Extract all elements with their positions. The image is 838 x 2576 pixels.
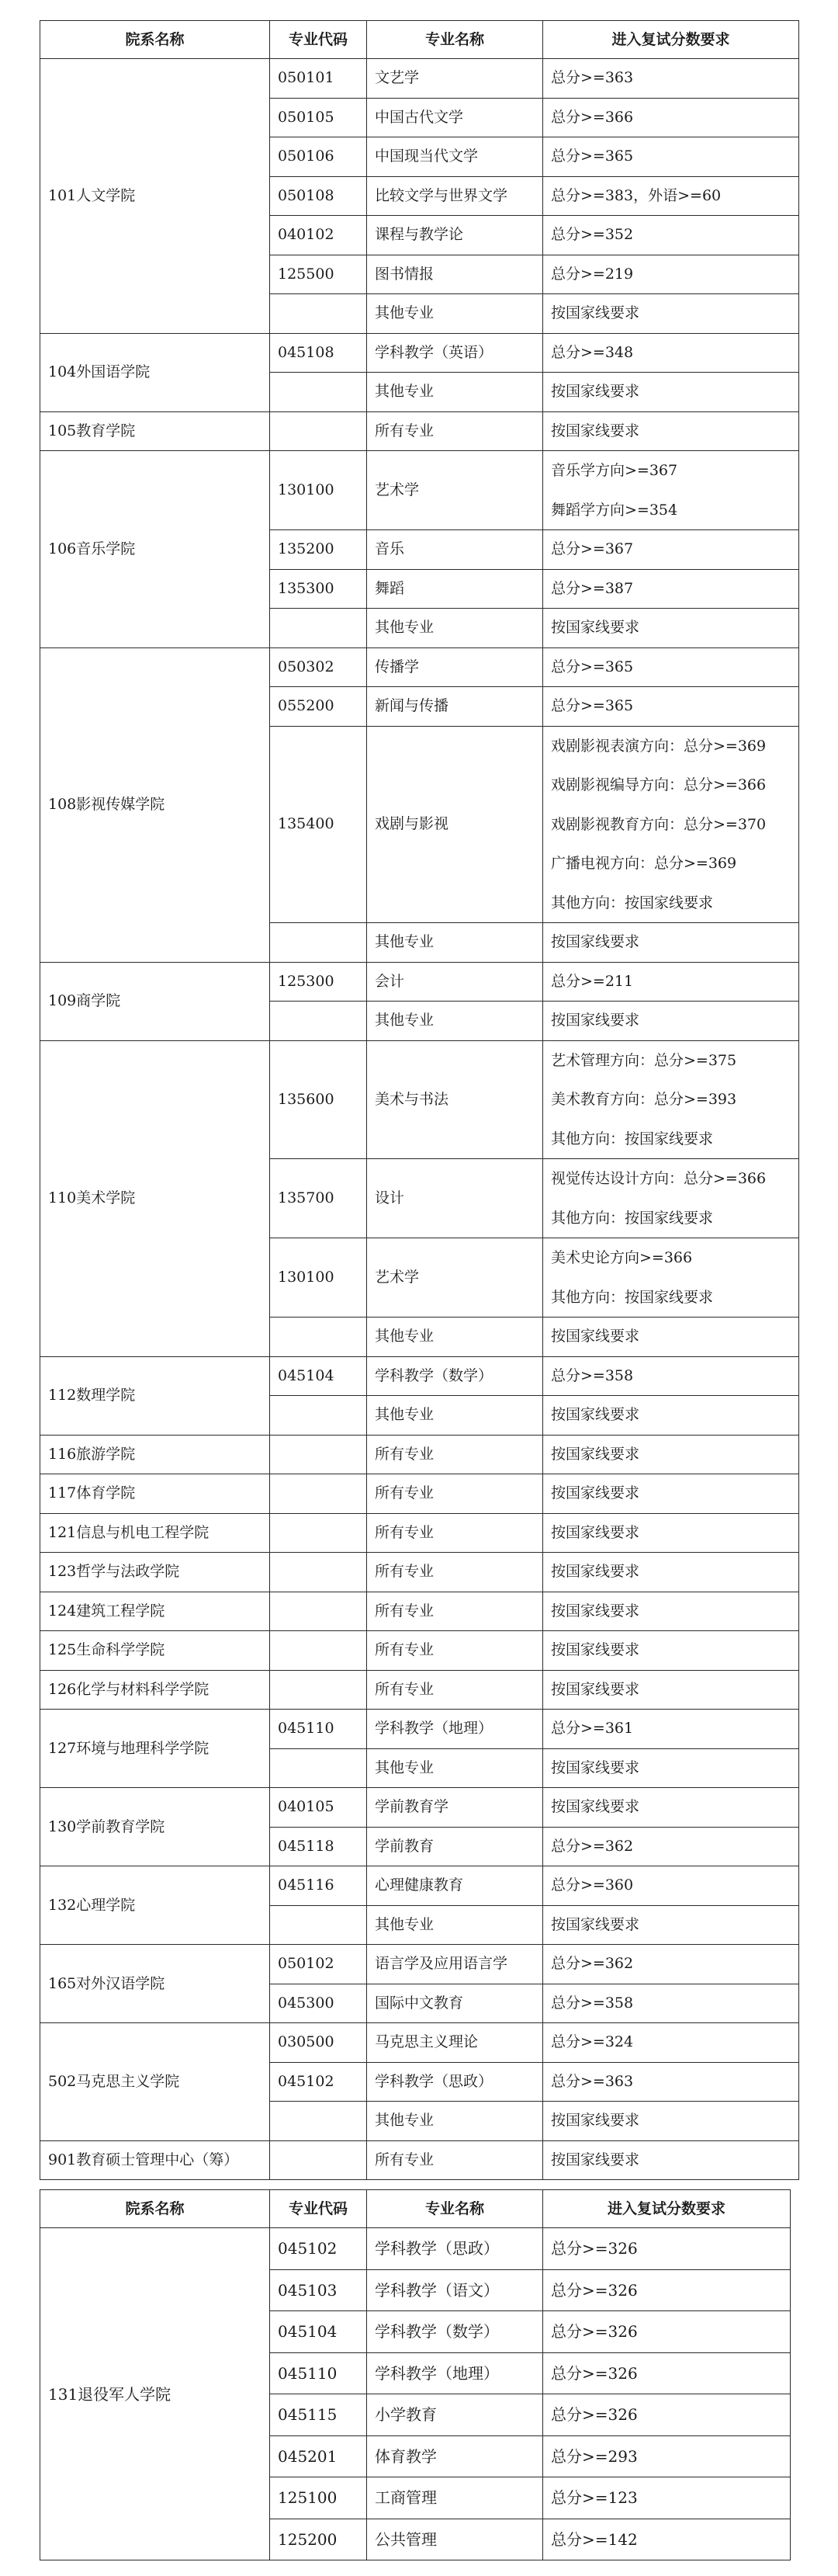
major-cell: 学科教学（地理） bbox=[367, 2352, 543, 2394]
major-cell: 其他专业 bbox=[367, 1002, 543, 1041]
requirement-cell: 按国家线要求 bbox=[543, 1474, 799, 1514]
code-cell bbox=[270, 373, 367, 412]
code-cell: 050105 bbox=[270, 98, 367, 137]
code-cell: 135600 bbox=[270, 1040, 367, 1159]
requirement-cell: 总分>=348 bbox=[543, 333, 799, 373]
code-cell: 045110 bbox=[270, 1710, 367, 1749]
requirement-cell: 总分>=326 bbox=[543, 2228, 791, 2270]
header-major: 专业名称 bbox=[367, 2190, 543, 2228]
table-row bbox=[40, 411, 799, 451]
code-cell: 135300 bbox=[270, 569, 367, 609]
major-cell: 学前教育学 bbox=[367, 1788, 543, 1828]
requirement-cell: 总分>=219 bbox=[543, 255, 799, 294]
code-cell: 125300 bbox=[270, 962, 367, 1002]
requirement-cell: 按国家线要求 bbox=[543, 1553, 799, 1592]
table-row bbox=[40, 59, 799, 99]
requirement-cell: 总分>=293 bbox=[543, 2435, 791, 2477]
dept-cell: 123哲学与法政学院 bbox=[40, 1553, 270, 1592]
major-cell: 所有专业 bbox=[367, 1670, 543, 1710]
requirement-cell: 按国家线要求 bbox=[543, 609, 799, 648]
major-cell: 工商管理 bbox=[367, 2477, 543, 2519]
major-cell: 设计 bbox=[367, 1159, 543, 1238]
code-cell: 045116 bbox=[270, 1866, 367, 1906]
requirement-line: 音乐学方向>=367 bbox=[551, 462, 678, 479]
requirement-cell: 总分>=358 bbox=[543, 1984, 799, 2023]
code-cell bbox=[270, 1592, 367, 1631]
code-cell: 050101 bbox=[270, 59, 367, 99]
major-cell: 其他专业 bbox=[367, 1318, 543, 1357]
major-cell: 学科教学（思政） bbox=[367, 2062, 543, 2102]
major-cell: 国际中文教育 bbox=[367, 1984, 543, 2023]
table-row bbox=[40, 2023, 799, 2063]
header-major: 专业名称 bbox=[367, 21, 543, 59]
requirement-cell: 按国家线要求 bbox=[543, 1788, 799, 1828]
requirement-cell bbox=[543, 1159, 799, 1238]
table-row bbox=[40, 1356, 799, 1396]
code-cell: 045118 bbox=[270, 1827, 367, 1866]
table-row bbox=[40, 1474, 799, 1514]
requirement-cell: 总分>=360 bbox=[543, 1866, 799, 1906]
code-cell bbox=[270, 1474, 367, 1514]
major-cell: 图书情报 bbox=[367, 255, 543, 294]
code-cell: 125100 bbox=[270, 2477, 367, 2519]
major-cell: 学前教育 bbox=[367, 1827, 543, 1866]
dept-cell: 112数理学院 bbox=[40, 1356, 270, 1435]
requirement-line: 戏剧影视教育方向：总分>=370 bbox=[551, 815, 767, 833]
major-cell: 学科教学（英语） bbox=[367, 333, 543, 373]
dept-cell: 125生命科学学院 bbox=[40, 1631, 270, 1671]
major-cell: 其他专业 bbox=[367, 1396, 543, 1436]
code-cell: 055200 bbox=[270, 687, 367, 727]
code-cell bbox=[270, 2140, 367, 2180]
code-cell bbox=[270, 1396, 367, 1436]
requirement-cell: 总分>=363 bbox=[543, 59, 799, 99]
code-cell: 045110 bbox=[270, 2352, 367, 2394]
major-cell: 会计 bbox=[367, 962, 543, 1002]
score-table-main bbox=[40, 20, 799, 2180]
requirement-cell: 按国家线要求 bbox=[543, 294, 799, 334]
table-row bbox=[40, 962, 799, 1002]
code-cell bbox=[270, 609, 367, 648]
requirement-cell: 按国家线要求 bbox=[543, 2140, 799, 2180]
requirement-cell: 总分>=365 bbox=[543, 687, 799, 727]
dept-cell: 901教育硕士管理中心（筹） bbox=[40, 2140, 270, 2180]
header-requirement: 进入复试分数要求 bbox=[543, 2190, 791, 2228]
dept-cell: 105教育学院 bbox=[40, 411, 270, 451]
major-cell: 音乐 bbox=[367, 530, 543, 570]
major-cell: 心理健康教育 bbox=[367, 1866, 543, 1906]
major-cell: 传播学 bbox=[367, 647, 543, 687]
requirement-cell: 总分>=358 bbox=[543, 1356, 799, 1396]
dept-cell: 126化学与材料科学学院 bbox=[40, 1670, 270, 1710]
major-cell: 所有专业 bbox=[367, 2140, 543, 2180]
requirement-line: 戏剧影视表演方向：总分>=369 bbox=[551, 737, 767, 755]
header-row bbox=[40, 2190, 791, 2228]
requirement-cell: 总分>=142 bbox=[543, 2519, 791, 2560]
major-cell: 所有专业 bbox=[367, 411, 543, 451]
requirement-line: 其他方向：按国家线要求 bbox=[551, 1130, 714, 1147]
header-code: 专业代码 bbox=[270, 2190, 367, 2228]
code-cell: 045104 bbox=[270, 1356, 367, 1396]
major-cell: 其他专业 bbox=[367, 294, 543, 334]
code-cell: 040105 bbox=[270, 1788, 367, 1828]
requirement-cell: 按国家线要求 bbox=[543, 923, 799, 963]
dept-cell: 131退役军人学院 bbox=[40, 2228, 270, 2560]
requirement-cell: 总分>=123 bbox=[543, 2477, 791, 2519]
table-row bbox=[40, 2140, 799, 2180]
major-cell: 其他专业 bbox=[367, 1905, 543, 1945]
code-cell bbox=[270, 411, 367, 451]
requirement-cell bbox=[543, 451, 799, 530]
code-cell: 045103 bbox=[270, 2269, 367, 2311]
code-cell: 045102 bbox=[270, 2228, 367, 2270]
code-cell: 045104 bbox=[270, 2311, 367, 2353]
requirement-cell: 总分>=387 bbox=[543, 569, 799, 609]
requirement-cell: 总分>=326 bbox=[543, 2311, 791, 2353]
table-row bbox=[40, 451, 799, 530]
major-cell: 课程与教学论 bbox=[367, 216, 543, 255]
code-cell bbox=[270, 1002, 367, 1041]
major-cell: 戏剧与影视 bbox=[367, 726, 543, 923]
requirement-cell: 总分>=326 bbox=[543, 2269, 791, 2311]
code-cell bbox=[270, 1318, 367, 1357]
dept-cell: 130学前教育学院 bbox=[40, 1788, 270, 1866]
dept-cell: 117体育学院 bbox=[40, 1474, 270, 1514]
requirement-cell: 总分>=366 bbox=[543, 98, 799, 137]
code-cell: 130100 bbox=[270, 451, 367, 530]
code-cell: 130100 bbox=[270, 1238, 367, 1318]
requirement-cell: 总分>=367 bbox=[543, 530, 799, 570]
requirement-line: 戏剧影视编导方向：总分>=366 bbox=[551, 776, 767, 793]
code-cell: 045201 bbox=[270, 2435, 367, 2477]
table-row bbox=[40, 1631, 799, 1671]
code-cell bbox=[270, 1553, 367, 1592]
score-table-veterans bbox=[40, 2189, 791, 2560]
major-cell: 其他专业 bbox=[367, 1748, 543, 1788]
major-cell: 新闻与传播 bbox=[367, 687, 543, 727]
major-cell: 艺术学 bbox=[367, 1238, 543, 1318]
dept-cell: 127环境与地理科学学院 bbox=[40, 1710, 270, 1788]
requirement-cell: 按国家线要求 bbox=[543, 1002, 799, 1041]
code-cell bbox=[270, 2102, 367, 2141]
requirement-line: 其他方向：按国家线要求 bbox=[551, 1209, 714, 1227]
code-cell: 135400 bbox=[270, 726, 367, 923]
code-cell bbox=[270, 1631, 367, 1671]
requirement-cell: 总分>=383，外语>=60 bbox=[543, 176, 799, 216]
header-code: 专业代码 bbox=[270, 21, 367, 59]
major-cell: 公共管理 bbox=[367, 2519, 543, 2560]
table-row bbox=[40, 1710, 799, 1749]
code-cell: 045300 bbox=[270, 1984, 367, 2023]
major-cell: 学科教学（数学） bbox=[367, 2311, 543, 2353]
table-row bbox=[40, 1670, 799, 1710]
requirement-cell: 总分>=352 bbox=[543, 216, 799, 255]
requirement-line: 艺术管理方向：总分>=375 bbox=[551, 1051, 737, 1069]
code-cell bbox=[270, 1435, 367, 1474]
requirement-cell: 按国家线要求 bbox=[543, 1396, 799, 1436]
dept-cell: 101人文学院 bbox=[40, 59, 270, 334]
major-cell: 学科教学（数学） bbox=[367, 1356, 543, 1396]
table-row bbox=[40, 1866, 799, 1906]
requirement-cell: 按国家线要求 bbox=[543, 411, 799, 451]
major-cell: 艺术学 bbox=[367, 451, 543, 530]
requirement-cell: 总分>=324 bbox=[543, 2023, 799, 2063]
requirement-line: 视觉传达设计方向：总分>=366 bbox=[551, 1170, 767, 1187]
table-row bbox=[40, 1040, 799, 1159]
requirement-cell: 按国家线要求 bbox=[543, 1513, 799, 1553]
code-cell: 050108 bbox=[270, 176, 367, 216]
major-cell: 语言学及应用语言学 bbox=[367, 1945, 543, 1984]
dept-cell: 116旅游学院 bbox=[40, 1435, 270, 1474]
dept-cell: 110美术学院 bbox=[40, 1040, 270, 1356]
dept-cell: 121信息与机电工程学院 bbox=[40, 1513, 270, 1553]
code-cell: 045108 bbox=[270, 333, 367, 373]
major-cell: 学科教学（语文） bbox=[367, 2269, 543, 2311]
table-row bbox=[40, 1788, 799, 1828]
code-cell: 135700 bbox=[270, 1159, 367, 1238]
code-cell: 050102 bbox=[270, 1945, 367, 1984]
requirement-line: 美术教育方向：总分>=393 bbox=[551, 1091, 737, 1108]
dept-cell: 132心理学院 bbox=[40, 1866, 270, 1945]
major-cell: 所有专业 bbox=[367, 1592, 543, 1631]
requirement-line: 其他方向：按国家线要求 bbox=[551, 894, 714, 911]
dept-cell: 124建筑工程学院 bbox=[40, 1592, 270, 1631]
major-cell: 所有专业 bbox=[367, 1513, 543, 1553]
header-requirement: 进入复试分数要求 bbox=[543, 21, 799, 59]
major-cell: 其他专业 bbox=[367, 609, 543, 648]
code-cell: 125500 bbox=[270, 255, 367, 294]
dept-cell: 165对外汉语学院 bbox=[40, 1945, 270, 2023]
header-row bbox=[40, 21, 799, 59]
code-cell: 050302 bbox=[270, 647, 367, 687]
dept-cell: 106音乐学院 bbox=[40, 451, 270, 648]
table-row bbox=[40, 1553, 799, 1592]
major-cell: 其他专业 bbox=[367, 373, 543, 412]
major-cell: 中国古代文学 bbox=[367, 98, 543, 137]
major-cell: 所有专业 bbox=[367, 1553, 543, 1592]
requirement-cell: 按国家线要求 bbox=[543, 1318, 799, 1357]
dept-cell: 104外国语学院 bbox=[40, 333, 270, 411]
requirement-line: 舞蹈学方向>=354 bbox=[551, 501, 678, 519]
major-cell: 所有专业 bbox=[367, 1474, 543, 1514]
dept-cell: 109商学院 bbox=[40, 962, 270, 1040]
requirement-cell bbox=[543, 1238, 799, 1318]
major-cell: 所有专业 bbox=[367, 1631, 543, 1671]
code-cell: 030500 bbox=[270, 2023, 367, 2063]
code-cell bbox=[270, 1670, 367, 1710]
requirement-line: 广播电视方向：总分>=369 bbox=[551, 855, 737, 872]
requirement-cell: 按国家线要求 bbox=[543, 1592, 799, 1631]
major-cell: 比较文学与世界文学 bbox=[367, 176, 543, 216]
requirement-cell bbox=[543, 726, 799, 923]
code-cell bbox=[270, 294, 367, 334]
dept-cell: 502马克思主义学院 bbox=[40, 2023, 270, 2141]
table-row bbox=[40, 1513, 799, 1553]
requirement-cell: 总分>=326 bbox=[543, 2352, 791, 2394]
header-dept: 院系名称 bbox=[40, 2190, 270, 2228]
dept-cell: 108影视传媒学院 bbox=[40, 647, 270, 962]
major-cell: 美术与书法 bbox=[367, 1040, 543, 1159]
major-cell: 小学教育 bbox=[367, 2394, 543, 2436]
requirement-cell: 总分>=211 bbox=[543, 962, 799, 1002]
code-cell: 045102 bbox=[270, 2062, 367, 2102]
table-row bbox=[40, 647, 799, 687]
requirement-cell: 总分>=326 bbox=[543, 2394, 791, 2436]
requirement-cell: 按国家线要求 bbox=[543, 1435, 799, 1474]
requirement-cell: 总分>=363 bbox=[543, 2062, 799, 2102]
requirement-cell: 按国家线要求 bbox=[543, 1631, 799, 1671]
major-cell: 中国现当代文学 bbox=[367, 137, 543, 177]
major-cell: 舞蹈 bbox=[367, 569, 543, 609]
major-cell: 文艺学 bbox=[367, 59, 543, 99]
code-cell: 045115 bbox=[270, 2394, 367, 2436]
major-cell: 其他专业 bbox=[367, 2102, 543, 2141]
major-cell: 学科教学（地理） bbox=[367, 1710, 543, 1749]
requirement-line: 其他方向：按国家线要求 bbox=[551, 1288, 714, 1306]
requirement-cell: 按国家线要求 bbox=[543, 1905, 799, 1945]
requirement-cell: 总分>=365 bbox=[543, 647, 799, 687]
code-cell bbox=[270, 923, 367, 963]
code-cell bbox=[270, 1905, 367, 1945]
requirement-cell: 总分>=365 bbox=[543, 137, 799, 177]
header-dept: 院系名称 bbox=[40, 21, 270, 59]
requirement-cell bbox=[543, 1040, 799, 1159]
requirement-cell: 总分>=362 bbox=[543, 1945, 799, 1984]
major-cell: 其他专业 bbox=[367, 923, 543, 963]
requirement-cell: 总分>=362 bbox=[543, 1827, 799, 1866]
table-row bbox=[40, 1435, 799, 1474]
major-cell: 马克思主义理论 bbox=[367, 2023, 543, 2063]
requirement-cell: 按国家线要求 bbox=[543, 1670, 799, 1710]
requirement-cell: 按国家线要求 bbox=[543, 373, 799, 412]
requirement-cell: 总分>=361 bbox=[543, 1710, 799, 1749]
code-cell bbox=[270, 1513, 367, 1553]
requirement-line: 美术史论方向>=366 bbox=[551, 1249, 693, 1266]
requirement-cell: 按国家线要求 bbox=[543, 2102, 799, 2141]
table-row bbox=[40, 1945, 799, 1984]
major-cell: 体育教学 bbox=[367, 2435, 543, 2477]
requirement-cell: 按国家线要求 bbox=[543, 1748, 799, 1788]
table-row bbox=[40, 333, 799, 373]
code-cell: 040102 bbox=[270, 216, 367, 255]
code-cell: 125200 bbox=[270, 2519, 367, 2560]
table-row bbox=[40, 2228, 791, 2270]
major-cell: 所有专业 bbox=[367, 1435, 543, 1474]
major-cell: 学科教学（思政） bbox=[367, 2228, 543, 2270]
table-row bbox=[40, 1592, 799, 1631]
code-cell: 135200 bbox=[270, 530, 367, 570]
code-cell bbox=[270, 1748, 367, 1788]
code-cell: 050106 bbox=[270, 137, 367, 177]
